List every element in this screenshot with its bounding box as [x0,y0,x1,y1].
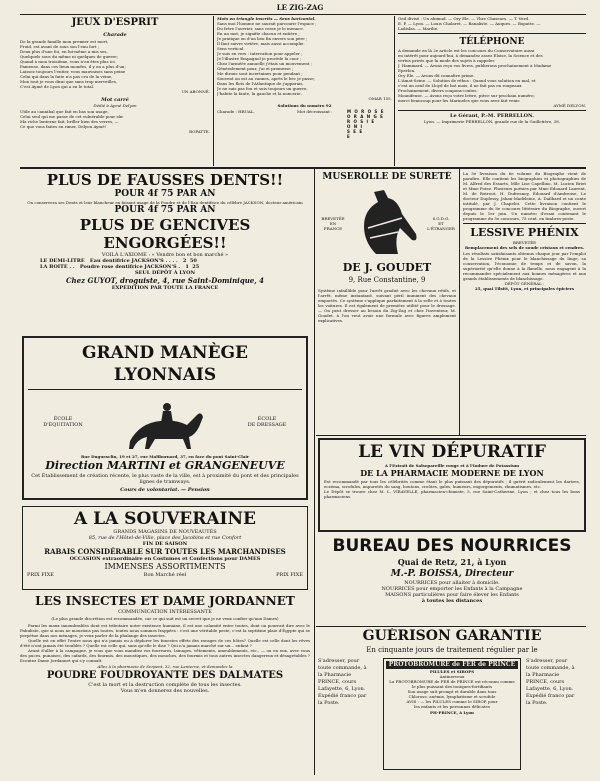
ad-nourrices [318,536,586,624]
souveraine-prix-left: PRIX FIXE [27,572,54,578]
triangle-line: Chez l'arméée annuelle j'étais un mouvement ; [217,61,312,66]
telephone-line: Ory Ele. — Avons dû connaître prime. [398,73,475,78]
vin-text: Est recommandé par tous les célébrités comme étant le plus puissant des dépuratifs ; il guérit radicalement les dartres, eczéma, scrofules, impuretés du sang, boutons, croûtes, gales, humeurs, engorgements, rhumatismes, etc. [324,479,580,489]
dents-axiom: VOILÀ L'AXIOME : « Vendre bon et bon marché » [101,252,229,258]
ad-vin [318,438,586,532]
souveraine-bon-marche: Bon Marché réel [143,572,187,578]
guerison-right-line: PRINCE, cours [526,679,565,685]
telephone-line: Mounifeuse. — Avons reçu votre lettre, pièce sur prochain numéro; [398,93,535,98]
guerison-right-line: la Pharmacie [526,672,560,678]
phenix-depot-title: DÉPÔT GÉNÉRAL : [504,281,545,286]
nourrices-line-4: à toutes les distances [421,598,483,604]
guerison-left-line: la Pharmacie [318,672,352,678]
guerison-title: GUÉRISON GARANTIE [362,628,542,644]
grid-row: O R A N G E [347,114,384,119]
horse-head-icon [354,188,420,258]
column-divider [213,16,214,166]
grid-row: R O S I E [347,119,376,124]
insectes-end-1: C'est la mort et la destruction complète de tous les insectes. [88,682,242,688]
guerison-right-line: S'adresser, pour [526,658,568,664]
grid-row: O N I [347,124,364,129]
nourrices-title: BUREAU DES NOURRICES [332,536,572,556]
insectes-p2: Quelle est en effet l'entre nous qui n'a jamais eu à déplorer les funestes effets des ravages de ces hôtes? Quelle est celle dont les rêves d'été n'ont jamais été troublés ? Quelle est celle qui, sans qu'elle le dise ? Qui n'a jamais marché sur un... enfant ? [20,638,310,648]
dents-item-1: LE DEMI-LITRE Eau dentifrice JACKSON'S . . . . 2 50 [40,258,197,264]
column-divider [394,16,395,166]
manege-cours: Cours de volontariat. — Pension [120,487,210,493]
charade-line: Fameuse, dans ces lieux mondes, il y en a plus d'un; [20,64,126,69]
dents-chez: Chez GUYOT, droguiste, 4, rue Saint-Dominique, 4 [65,276,265,285]
telephone-line: merci beaucoup pour les Marineles que vous avez fait venir. [398,98,521,103]
souveraine-occasion: OCCASION extraordinaire en Costumes et Confections pour DAMES [69,556,261,562]
telephone-line: c'est un oeuf de Lloyd de bat mois, il ne fait pas en roupeaux [398,83,522,88]
guerison-product-text [386,674,518,709]
triangle-text [217,21,392,96]
triangle-line: Je suis en vers : intercation pour appeler ; [217,51,303,56]
charade-line: Quand à mon troisième, vous n'en êtes plus ici. [20,59,116,64]
souveraine-title: A LA SOUVERAINE [74,509,256,529]
telephone-line: Eperlon. [398,68,416,73]
muserolle-etranger: L'ÉTRANGER [427,225,455,231]
mot-dedication: Dédié à Aymé Delyon [93,103,137,108]
solvers-line-2: E. P. — Lyon. — Louis Chalaret. — Banaliste. — Auques. — Bopatte. — [398,21,541,26]
muserolle-title: MUSEROLLE DE SÛRETÉ [322,172,452,182]
header-rule [20,14,586,15]
triangle-sign: OMAR 155. [368,96,392,101]
charade-line: Quelquels sous du même ni quelques de guerre; [20,54,118,59]
mot-line: Utile au cannibal que fait en bas son usage, [20,109,109,114]
vin-sub-2: DE LA PHARMACIE MODERNE DE LYON [360,468,544,478]
phenix-text: Les résultats satisfaisants obtenus chaque jour par l'emploi de la Lessive Phénix pour le blanchissage du linge, sa conservation, l'économie de temps et de savon, la supériorité qu'elle donne à la flanelle, nous engagent à la recommander spécialement aux bonnes ménagères et aux grands établissements de blanchissage. [463,251,586,281]
insectes-p4: Allez à la pharmacie de Serpent, 32, rue Lanterne, et demandez la [97,664,233,669]
manege-left-1: ÉCOLE [53,416,73,422]
phenix-title: LESSIVE PHÉNIX [470,226,579,239]
insectes-p3: Avant d'aller à la campagne, je vous que vous mandiez vos fourrures, lainages, vêtements, ameublements, etc., — ou en eux, avec vous des puces, punaises, des cafards, des fourmis, des moustiques, des mouches, des fourmis et tous autres insectes dangereux et désagréables ? Ecoutez Dame Jordannet qui s'y connaît. [20,648,310,663]
triangle-title: Mots en triangle inscrits — Sens horizontal. [217,16,316,21]
guerison-prince: PH-PRINCE, à Lyon [430,710,474,715]
page-header-title: LE ZIG-ZAG [276,3,324,12]
triangle-line: En un mot, je signifie chacun et entière ; [217,31,300,36]
triangle-column [217,16,392,164]
mot-title: Mot carré [101,97,129,103]
jeux-title: JEUX D'ESPRIT [71,17,159,28]
telephone-line: A demande en là 2e article est les concours du Conservatoire aussi [398,48,535,53]
guerison-right-address [526,658,586,770]
rule [316,435,586,436]
triangle-line: Souvent on est au vannes, après le bec je passe; [217,76,315,81]
insectes-title: LES INSECTES ET DAME JORDANNET [35,594,295,608]
guerison-product-box [383,658,521,770]
solvers-line-1: Oeil divisé : Un abimud. — Ory Ele. — Yhre Chaseurs. — T. Verd. [398,16,530,21]
rule [398,33,586,34]
telephone-text [398,48,586,103]
triangle-line: Je l'illustre Empagnol je procède la cour ; [217,56,302,61]
dents-price-2: POUR 4f 75 PAR AN [114,205,216,215]
solution-mot-label: Mot décroissant : [297,109,333,114]
guerison-left-line: PRINCE, cours [318,679,357,685]
telephone-title: TÉLÉPHONE [459,37,525,47]
triangle-line: Sans moi l'homme ne saurait parcourir l'espace ; [217,21,317,26]
nourrices-quai: Quai de Retz, 21, à Lyon [397,557,507,567]
horse-rider-icon [115,393,215,451]
triangle-line: Du frère l'ouvrier, sans cesse je le menace. [217,26,305,31]
ad-guerison [318,628,586,776]
triangle-line: Sens vertical. [217,46,245,51]
dents-price-1: POUR 4f 75 PAR AN [114,189,216,199]
nourrices-director: M.-P. BOISSA, Directeur [390,569,514,579]
guerison-right-line: toute commande, à [526,665,575,671]
section-rule [20,167,586,169]
solutions-title: Solutions du numéro 92 [277,103,332,108]
rule [463,223,586,224]
guerison-center-line: le plus puissant des toniques-fortifiants [411,684,493,689]
phenix-depot: 25, quai Tilsitt, Lyon, et principales épiciers [474,286,575,291]
insectes-poudre: POUDRE FOUDROYANTE DES DALMATES [46,670,284,681]
triangle-line: J'habite la faute, la gauche et la noncerie. [217,91,302,96]
guerison-center-line: les enfants et les personnes délicates [414,704,490,709]
vin-depot: Le Dépôt se trouve chez M. L. VIRAVELLE, pharmacien-chimiste, 5, rue Saint-Catherine, Lyon ; et chez tous les bons pharmaciens. [324,489,580,499]
guerison-sub: En cinquante jours de traitement régulier par le [366,646,538,654]
insectes-sub: COMMUNICATION INTÉRESSANTE [118,609,212,615]
dents-title: PLUS DE FAUSSES DENTS!! [46,171,284,189]
mot-text [20,109,210,129]
charade-line: De la grande famille mon premier est mort, [20,39,109,44]
guerison-left-line: Expédié franco par [318,693,367,699]
charade-line: Mon tout je vous dirai que sans trop merveilles, [20,79,118,84]
rule [398,110,586,111]
grid-row: E [347,134,351,139]
dents-title-2: PLUS DE GENCIVES ENGORGÉES!! [79,216,251,252]
manege-left-2: D'ÉQUITATION [43,422,83,428]
guerison-right-line: la Poste. [526,700,548,706]
souveraine-address: 85, rue de l'Hôtel-de-Ville, place des Jacobins et rue Confort [88,535,242,541]
ad-insectes [20,594,310,774]
mot-sign: BOPATTE. [189,129,210,134]
vin-title: LE VIN DÉPURATIF [358,442,546,462]
muserolle-sgdg: S.G.D.G. [432,215,450,221]
guerison-product-sub: PILULES et SIROPS [429,669,475,674]
phenix-brev: BREVETÉE [512,240,537,245]
guerison-center-line: Antinerveux [439,674,465,679]
muserolle-et: ET [438,220,444,226]
ad-souveraine [22,506,308,590]
charade-line: Celui qui dans la faite n'a pas cru de la veine, [20,74,113,79]
guerison-left-line: S'adresser, pour [318,658,360,664]
muserolle-address: 9, Rue Constantine, 9 [348,276,426,284]
column-divider [459,169,460,435]
charade-line: Laissez toujours l'entier, vous mauvaises sans peine [20,69,126,74]
manege-text: Cet Établissement de création récente, le plus vaste de la ville, est à proximité du pont et des principales lignes de tramways. [31,473,299,485]
grid-row: S E E [347,129,364,134]
triangle-line: Généralement pour, j'ai et promesse ; [217,66,294,71]
muserolle-en: EN [329,220,337,226]
mot-line: Ma riche lanterne fait, briller bien des verres, — [20,119,119,124]
solvers-line-3: Ladislas. — Marilie. [398,26,439,31]
manege-right-2: DE DRESSAGE [247,422,287,428]
souveraine-rabais: RABAIS CONSIDÉRABLE SUR TOUTES LES MARCHANDISES [44,547,286,556]
muserolle-de: DE J. GOUDET [342,261,432,274]
manege-right-1: ÉCOLE [257,416,277,422]
guerison-left-line: toute commande, à [318,665,367,671]
ad-muserolle [318,171,456,433]
right-small-column [463,171,586,433]
guerison-center-line: Son usage suit prompt et durable dans tous [407,689,497,694]
charade-sign: UN ABONNÉ. [181,89,210,94]
muserolle-france: FRANCE [323,225,343,231]
guerison-left-line: Lafayette, 6, Lyon. [318,686,366,692]
guerison-left-address [318,658,378,770]
charade-line: C'est Aymé de Lyon qui a en le total. [20,84,95,89]
vin-sub: A l'Extrait de Salsepareille rouge et à l'Iodure de Potassium [384,463,520,468]
telephone-line: L'Amat-Seine. — Solution de rébus : Quand vous solution en mal, et [398,78,536,83]
guerison-right-line: Expédié franco par [526,693,575,699]
ad-dents [20,171,310,333]
column-divider [314,169,315,775]
souveraine-prix-right: PRIX FIXE [276,572,303,578]
charade-text [20,39,210,89]
telephone-column [398,16,586,166]
souveraine-immenses: IMMENSES ASSORTIMENTS [104,562,226,571]
telephone-line: Prochainement, divers coupons-contes. [398,88,478,93]
solution-charade: Charade : HRUAL. [217,109,255,114]
mot-line: Celui seul qui me passe de cet vulnérable pour sûr. [20,114,124,119]
ad-manege [22,336,308,500]
telephone-line: en intérêt pour aujourd'hui, à demandez assez Eloise, la Science et des [398,53,543,58]
muserolle-brev: BREVETÉE [321,215,345,221]
rule [316,626,586,627]
insectes-p1: Parmi les maux innombrables dont est tributaire notre existence humaine, il est une calamité entre toutes, dont on pourrait dire avec le Fabuliste, que si nous ne mourions pas toutes, toutes nous sommes frappées : c'est une véritable peste, c'est la septième plaie d'Égypte qui se perpétue dans nos ménages, je veux parler de la phalange des insectes. [20,623,310,638]
guerison-product: PROTOBROMURE de FER de PRINCE [386,661,518,669]
souveraine-sub: GRANDS MAGASINS DE NOUVEAUTÉS [113,529,217,535]
charade-line: Deux plus d'une foi, en lui-même a mis ses, [20,49,108,54]
charade-title: Charade [103,32,127,38]
dents-item-2: LA BOITE . . Poudre rose dentifrice JACKSON'S . 1 25 [40,264,200,270]
triangle-line: Me dirons sont incertaines pour pendant ; [217,71,303,76]
guerison-center-line: La PROTOBROMURE de FER de PRINCE est réconnu comme [389,679,515,684]
telephone-line: vertus privés que la mode des sujets à rappeler. [398,58,496,63]
imprimerie: Lyon. — Imprimerie PERRELLON, grande rue de la Guillotière, 38. [423,119,561,124]
nourrices-line-2: NOURRICES pour emporter les Enfants à la Campagne [381,586,523,592]
nourrices-line-1: NOURRICES pour allaiter à domicile. [404,580,500,586]
triangle-line: Je ne suis pas fou et suis toujours un guerre, [217,86,308,91]
telephone-line: J. Hammard. — Avons reçu vos livres, publierons prochainement à Madame [398,63,552,68]
phenix-sub: Remplacement des sels de soude cristaux et cendres. [464,245,585,250]
solution-grid [347,109,384,139]
guerison-left-line: la Poste. [318,700,340,706]
triangle-line: Dans les flots de l'Atlantique de j'apparais, [217,81,304,86]
insectes-intro: (Le plus grande discrétion est recommandée, car ce qui suit est un secret que je ne veux confier qu'aux Dames) [51,616,279,621]
dents-expedition: EXPÉDITION PAR TOUTE LA FRANCE [111,285,219,291]
dents-desc: On conservera ses Dents et leur blancheur en faisant usage de la Poudre et de l'Eau dentifrice du célèbre JACKSON, docteur américain [27,200,303,205]
souveraine-fin: FIN DE SAISON [142,541,188,547]
charade-line: Froid, est avant de sous son l'eau fort ; [20,44,100,49]
grid-row: M O R O S E [347,109,385,114]
muserolle-text: Système infaillible pour l'arrêt gradué avec les chevaux rétifs, et l'arrêt, même instantané, suivant péril imminent des chevaux emportés. Ce système s'applique parfaitement à la selle et à toutes les voitures. Il est également de première utilité pour le dressage. — On peut dresser au besoin du Zig-Zag et chez l'inventeur, M. Goudet, à l'on veut avoir une formule avec figures amplement explicatives. [318,288,456,323]
jeux-column [20,16,210,164]
gerant: Le Gérant, P.-M. PERRELLON. [449,113,535,119]
insectes-end-2: Vous m'en donnerez des nouvelles. [120,688,210,694]
guerison-right-line: Lafayette, 6, Lyon. [526,686,574,692]
manege-address: Rue Duguesclin, 19 et 27, rue Malibornard, 37, en face du pont Saint-Clair [80,454,250,459]
telephone-sign: AYMÉ DELYON. [553,103,586,108]
guerison-center-line: AVIS : — les PILULES comme le SIROP, pour [406,699,498,704]
biographe-text: La 5e livraison du 6e volume du Biographe vient de paraître. Elle contient les biographies et photographies de M. Alfred des Essarts, Mlle Lise Capellino, M. Lucien Briet et Mme Potez. Plusieurs poésies par Mme Edouard Laurent, M. de Rotrout, H. Dufresnoy, Édouard d'Ambroise, Le docteur Duplessy, Jahan-Madeleine, A. Dailhard et un conte intitulé, par J. Chapelot. Cette livraison contient le programme du 8e concours littéraire du Biographe, ouvert depuis le 1er juin. Un numéro d'essai contenant le programme du 5e concours, 75 cent. en timbres-poste. [463,171,586,221]
triangle-line: Il faut suivre vivière, mais aussi accomplie. [217,41,305,46]
guerison-center-line: Chlorose, anémie, lymphatisme et scrofule [408,694,496,699]
triangle-line: Je pratique en d'un lieu fin envers son père ; [217,36,308,41]
dents-depot: SEUL DÉPÔT À LYON [134,270,196,276]
manege-title: GRAND MANÈGE LYONNAIS [28,342,302,390]
manege-direction: Direction MARTINI et GRANGENEUVE [45,459,285,472]
nourrices-line-3: MAISONS particulières pour faire élever les Enfants [385,592,519,598]
mot-line: Ce que vous faites en rimer, Delyon Aymé! [20,124,107,129]
